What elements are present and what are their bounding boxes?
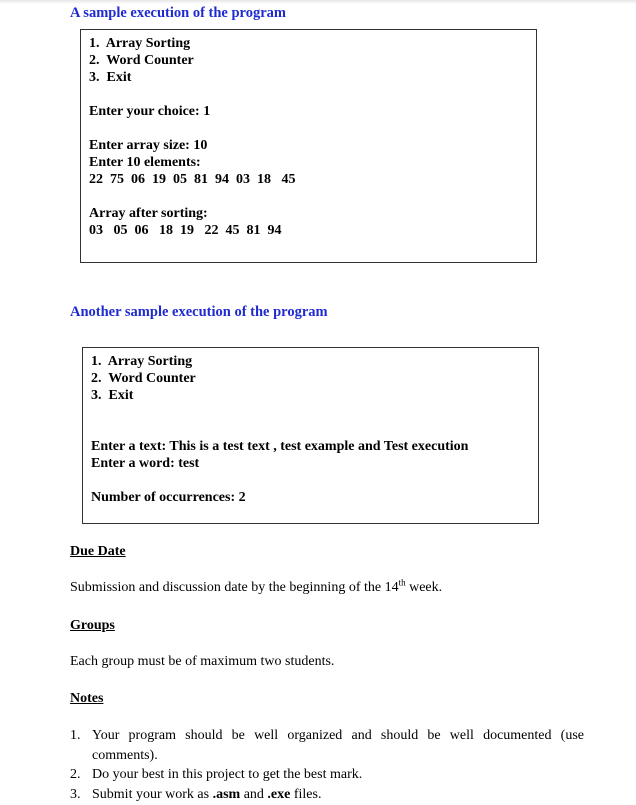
menu-item-array-sorting: 1. Array Sorting (91, 354, 193, 369)
note-item: 3. Submit your work as .asm and .exe files. (70, 786, 322, 802)
due-date-title: Due Date (70, 544, 126, 559)
menu-item-exit: 3. Exit (91, 388, 134, 403)
notes-list (70, 726, 584, 804)
note-item: 1. Your program should be well organized and should be well documented (use comments). (70, 728, 584, 763)
menu-item-word-counter: 2. Word Counter (89, 53, 194, 68)
notes-title: Notes (70, 691, 104, 706)
sample-execution-heading: A sample execution of the program (70, 5, 286, 21)
sorted-label: Array after sorting: (89, 206, 208, 221)
another-sample-heading: Another sample execution of the program (70, 304, 328, 320)
menu-item-array-sorting: 1. Array Sorting (89, 36, 191, 51)
page-top-edge (0, 0, 636, 4)
input-elements: 22 75 06 19 05 81 94 03 18 45 (89, 172, 296, 187)
menu-item-word-counter: 2. Word Counter (91, 371, 196, 386)
array-size-prompt: Enter array size: 10 (89, 138, 208, 153)
groups-title: Groups (70, 618, 115, 633)
ordinal-suffix: th (398, 577, 406, 588)
blank-line (89, 120, 528, 137)
blank-line (91, 472, 530, 489)
sample-execution-box-1 (80, 29, 537, 263)
choice-prompt: Enter your choice: 1 (89, 104, 211, 119)
word-prompt: Enter a word: test (91, 456, 200, 471)
blank-line (91, 404, 530, 421)
blank-line (89, 86, 528, 103)
text-prompt: Enter a text: This is a test text , test example and Test execution (91, 439, 469, 454)
groups-text: Each group must be of maximum two students. (70, 654, 335, 669)
sample-execution-box-2 (82, 347, 539, 524)
elements-prompt: Enter 10 elements: (89, 155, 201, 170)
note-item: 2. Do your best in this project to get the best mark. (70, 767, 363, 782)
occurrences-result: Number of occurrences: 2 (91, 490, 246, 505)
blank-line (89, 188, 528, 205)
menu-item-exit: 3. Exit (89, 70, 132, 85)
sorted-elements: 03 05 06 18 19 22 45 81 94 (89, 223, 282, 238)
blank-line (91, 421, 530, 438)
due-date-text: Submission and discussion date by the beginning of the 14th week. (70, 577, 443, 595)
